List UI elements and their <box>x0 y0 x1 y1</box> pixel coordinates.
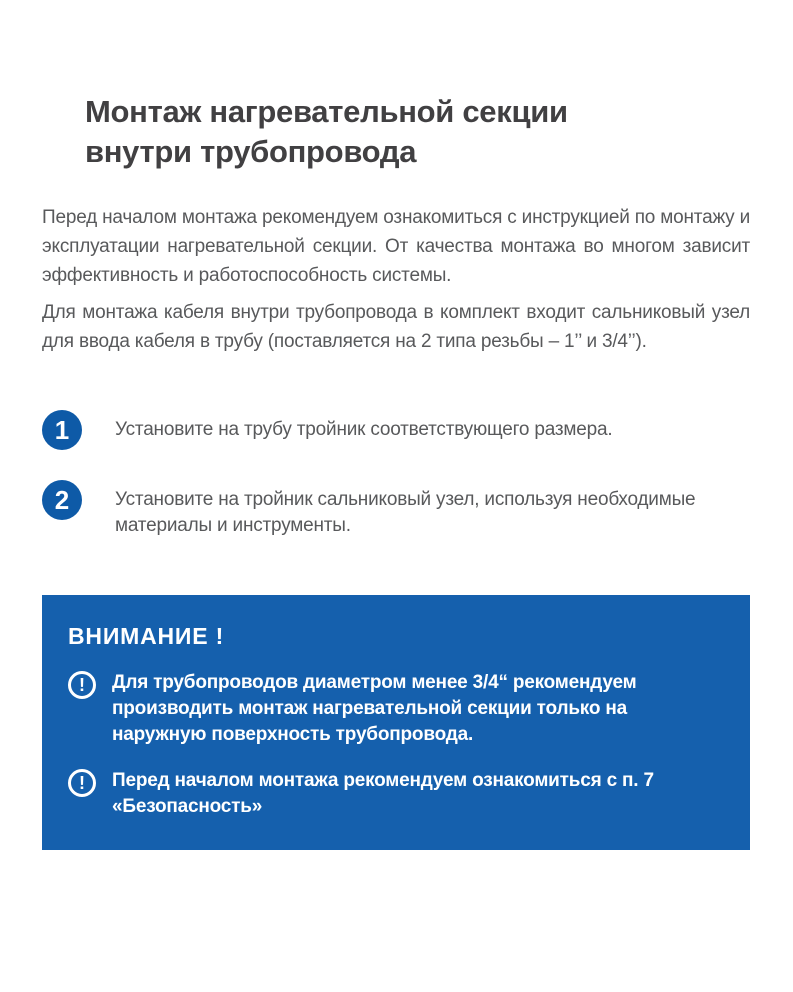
document-page <box>0 92 793 992</box>
intro-paragraph-2: Для монтажа кабеля внутри трубопровода в комплект входит сальниковый узел для ввода кабеля в трубу (поставляется на 2 типа резьбы – 1’’ и 3/4’’). <box>42 302 750 352</box>
intro-section <box>42 203 750 356</box>
attention-item-text-1: Для трубопроводов диаметром менее 3/4“ рекомендуем производить монтаж нагревательной секции только на наружную поверхность трубопровода. <box>112 672 637 745</box>
step-text-1: Установите на трубу тройник соответствующего размера. <box>115 419 613 440</box>
attention-title: ВНИМАНИЕ ! <box>68 623 225 649</box>
step-row-1 <box>42 410 750 450</box>
exclamation-glyph: ! <box>79 773 85 793</box>
step-number-badge-2 <box>42 480 82 520</box>
step-row-2 <box>42 480 750 539</box>
step-list <box>42 410 750 539</box>
exclamation-circle-icon <box>68 671 96 699</box>
page-title-line-1: Монтаж нагревательной секции <box>85 94 568 129</box>
step-number-badge-1 <box>42 410 82 450</box>
page-title-line-2: внутри трубопровода <box>85 134 417 169</box>
step-number-2: 2 <box>54 484 70 515</box>
page-title <box>85 92 750 172</box>
attention-item-1 <box>68 670 722 748</box>
step-number-1: 1 <box>54 414 70 445</box>
exclamation-glyph: ! <box>79 675 85 695</box>
attention-item-text-2: Перед началом монтажа рекомендуем ознакомиться с п. 7 «Безопасность» <box>112 770 654 817</box>
step-text-2: Установите на тройник сальниковый узел, используя необходимые материалы и инструменты. <box>115 489 696 536</box>
attention-box <box>42 595 750 850</box>
intro-paragraph-1: Перед началом монтажа рекомендуем ознакомиться с инструкцией по монтажу и эксплуатации нагревательной секции. От качества монтажа во многом зависит эффективность и работоспособность системы. <box>42 207 750 286</box>
attention-item-2 <box>68 768 722 820</box>
exclamation-circle-icon <box>68 769 96 797</box>
